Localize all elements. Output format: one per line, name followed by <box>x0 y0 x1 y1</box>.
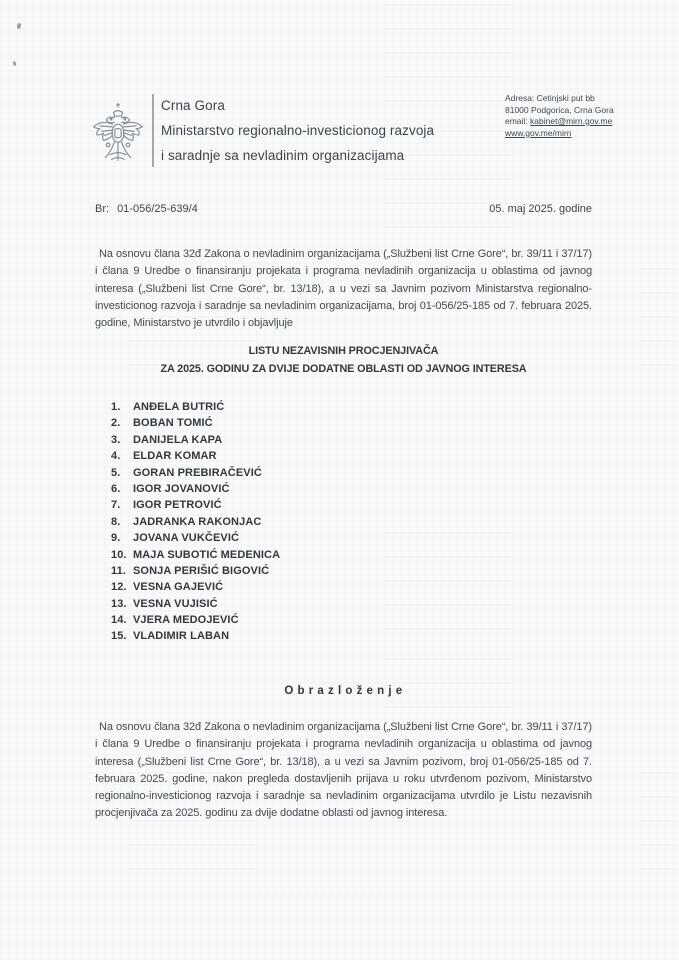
list-item <box>111 565 511 581</box>
contact-address: Adresa: Cetinjski put bb <box>505 93 595 103</box>
list-item-name: SONJA PERIŠIĆ BIGOVIĆ <box>133 564 270 577</box>
list-item-name: DANIJELA KAPA <box>133 433 223 446</box>
list-item-number: 11. <box>111 564 126 577</box>
list-item <box>111 598 511 614</box>
list-item-number: 8. <box>111 515 121 528</box>
list-item-name: MAJA SUBOTIĆ MEDENICA <box>133 548 281 561</box>
reference-number: 01-056/25-639/4 <box>117 203 198 215</box>
list-item <box>111 401 511 417</box>
list-item <box>111 434 511 450</box>
contact-email: kabinet@mirn.gov.me <box>530 116 613 126</box>
country-name: Crna Gora <box>161 98 225 113</box>
list-item-name: ANĐELA BUTRIĆ <box>133 401 225 413</box>
list-item-name: VJERA MEDOJEVIĆ <box>133 614 239 627</box>
list-item-number: 10. <box>111 548 127 561</box>
list-item <box>111 549 511 565</box>
ministry-header <box>161 93 434 168</box>
section-heading-obrazlozenje: O b r a z l o ž e n j e <box>284 685 403 697</box>
evaluators-list <box>111 401 511 647</box>
contact-email-label: email: <box>505 116 531 126</box>
list-item-name: JOVANA VUKČEVIĆ <box>133 532 240 545</box>
list-item-name: BOBAN TOMIĆ <box>133 417 213 430</box>
contact-website: www.gov.me/mirn <box>505 127 572 138</box>
list-item-name: JADRANKA RAKONJAC <box>133 515 262 528</box>
list-item-number: 3. <box>111 433 121 446</box>
list-item <box>111 516 511 532</box>
document-title <box>95 343 592 378</box>
list-item-name: ELDAR KOMAR <box>133 450 217 463</box>
header-divider <box>152 94 154 167</box>
list-item-number: 13. <box>111 597 127 610</box>
explanation-paragraph: Na osnovu člana 32đ Zakona o nevladinim organizacijama („Službeni list Crne Gore“, br. 39/11 i 37/17) i člana 9 Uredbe o finansiranju projekata i programa nevladinih organizacija u oblastima od javnog interesa („Službeni list Crne Gore“, br. 13/18), a u vezi sa Javnim pozivom, broj 01-056/25-185 od 7. februara 2025. godine, nakon pregleda dostavljenih prijava u roku utvrđenom pozivom, Ministarstvo regionalno-investicionog razvoja i saradnje sa nevladinim organizacijama utvrdilo je Listu nezavisnih procjenjivača za 2025. godinu za dvije dodatne oblasti od javnog interesa. <box>95 721 592 820</box>
list-item-name: VESNA VUJISIĆ <box>133 597 218 610</box>
reference-number-line <box>95 203 198 215</box>
contact-city: 81000 Podgorica, Crna Gora <box>505 104 614 115</box>
scan-speck <box>13 61 17 67</box>
list-item-name: VLADIMIR LABAN <box>133 630 230 643</box>
list-item <box>111 483 511 499</box>
reference-label: Br: <box>95 203 110 215</box>
document-title-line2: ZA 2025. GODINU ZA DVIJE DODATNE OBLASTI OD JAVNOG INTERESA <box>160 362 527 375</box>
list-item-name: GORAN PREBIRAČEVIĆ <box>133 466 262 479</box>
list-item-name: IGOR PETROVIĆ <box>133 499 222 512</box>
document-date: 05. maj 2025. godine <box>489 203 592 215</box>
list-item-number: 6. <box>111 482 121 495</box>
list-item <box>111 450 511 466</box>
list-item <box>111 532 511 548</box>
montenegro-coat-of-arms-icon <box>90 102 146 168</box>
list-item <box>111 614 511 630</box>
list-item <box>111 417 511 433</box>
ministry-name-line2: i saradnje sa nevladinim organizacijama <box>161 148 405 163</box>
list-item-number: 2. <box>111 417 121 430</box>
list-item-number: 15. <box>111 630 127 643</box>
list-item-name: VESNA GAJEVIĆ <box>133 581 224 594</box>
list-item-name: IGOR JOVANOVIĆ <box>133 482 230 495</box>
scan-speck <box>16 23 22 30</box>
list-item-number: 1. <box>111 401 121 413</box>
list-item-number: 9. <box>111 532 121 545</box>
list-item <box>111 630 511 646</box>
list-item <box>111 499 511 515</box>
reference-row <box>95 203 592 215</box>
contact-email-line <box>505 116 614 128</box>
list-item-number: 12. <box>111 581 127 594</box>
list-item-number: 7. <box>111 499 121 512</box>
ministry-name-line1: Ministarstvo regionalno-investicionog razvoja <box>161 123 435 138</box>
list-item <box>111 581 511 597</box>
contact-block <box>505 93 614 139</box>
document-title-line1: LISTU NEZAVISNIH PROCJENJIVAČA <box>248 345 439 357</box>
list-item <box>111 467 511 483</box>
list-item-number: 4. <box>111 450 121 463</box>
list-item-number: 5. <box>111 466 121 479</box>
intro-paragraph: Na osnovu člana 32đ Zakona o nevladinim organizacijama („Službeni list Crne Gore“, br. 39/11 i 37/17) i člana 9 Uredbe o finansiranju projekata i programa nevladinih organizacija u oblastima od javnog interesa („Službeni list Crne Gore“, br. 13/18), a u vezi sa Javnim pozivom Ministarstva regionalno-investicionog razvoja i saradnje sa nevladinim organizacijama, broj 01-056/25-185 od 7. februara 2025. godine, Ministarstvo je utvrdilo i objavljuje <box>95 248 592 330</box>
list-item-number: 14. <box>111 614 127 627</box>
